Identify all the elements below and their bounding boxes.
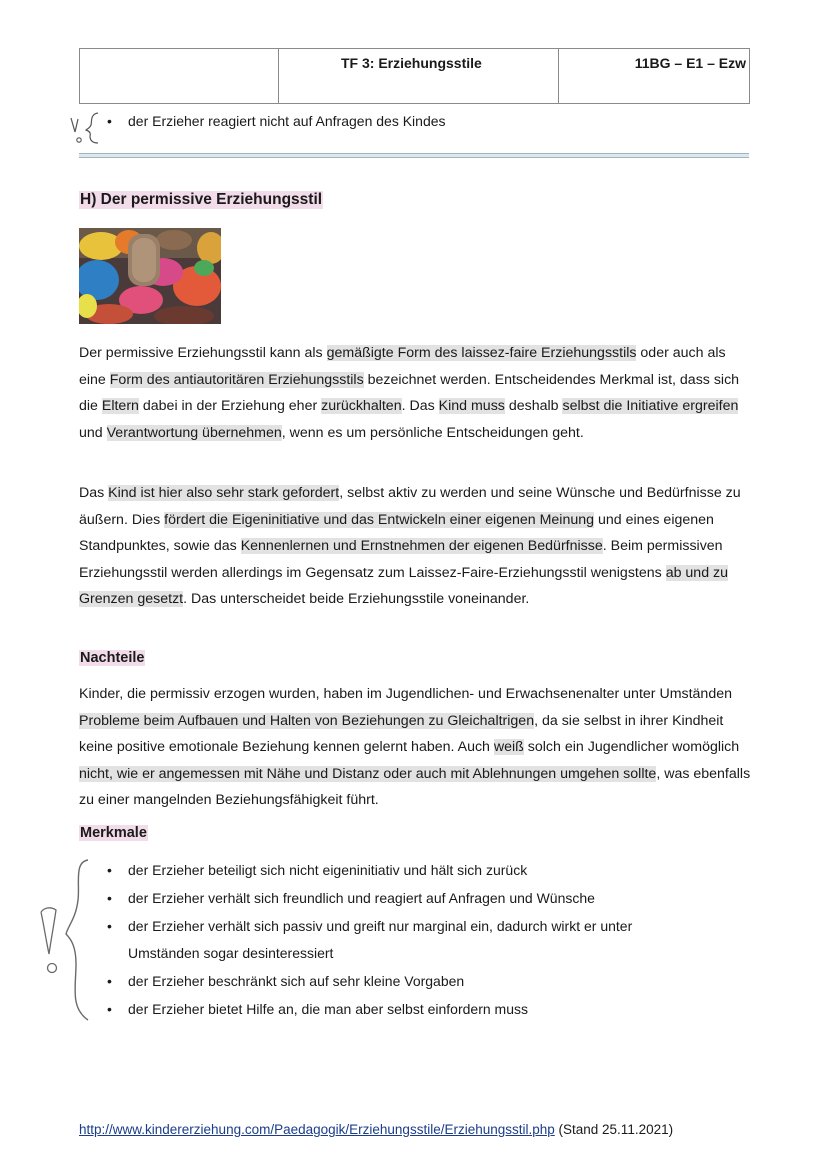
- paragraph-details: [79, 480, 751, 613]
- paragraph-intro-highlight: Eltern: [101, 398, 139, 415]
- paragraph-nachteile: [79, 681, 751, 814]
- candy-photo: [79, 228, 221, 324]
- source-link[interactable]: http://www.kindererziehung.com/Paedagogik/Erziehungsstile/Erziehungsstil.php: [79, 1122, 555, 1137]
- paragraph-details-highlight: ab und zu Grenzen gesetzt: [79, 564, 729, 608]
- paragraph-details-highlight: Kind ist hier also sehr stark gefordert: [108, 485, 340, 501]
- paragraph-intro: [79, 340, 751, 446]
- paragraph-intro-text: . Das: [401, 398, 439, 415]
- source-date: (Stand 25.11.2021): [554, 1122, 674, 1137]
- section-title: H) Der permissive Erziehungsstil: [80, 191, 323, 208]
- paragraph-details-text: , selbst aktiv zu werden und seine Wünsche und Bedürfnisse zu äußern. Dies: [79, 485, 741, 528]
- header-topic-cell: [279, 49, 559, 103]
- handwritten-exclamation-brace-icon: [62, 110, 104, 146]
- header-table: [79, 48, 750, 104]
- paragraph-details-highlight: fördert die Eigeninitiative und das Entwickeln einer eigenen Meinung: [164, 511, 595, 528]
- paragraph-intro-text: deshalb: [504, 398, 563, 415]
- paragraph-details-text: und eines eigenen Standpunktes, sowie das: [79, 511, 714, 555]
- header-topic: TF 3: Erziehungsstile: [341, 55, 482, 71]
- paragraph-details-highlight: Kennenlernen und Ernstnehmen der eigenen Bedürfnisse: [240, 538, 603, 555]
- paragraph-nachteile-highlight: nicht, wie er angemessen mit Nähe und Distanz oder auch mit Ablehnungen umgehen sollte: [79, 765, 657, 782]
- paragraph-nachteile-text: Kinder, die permissiv erzogen wurden, haben im Jugendlichen- und Erwachsenenalter unter Umständen: [79, 686, 732, 702]
- paragraph-nachteile-text: solch ein Jugendlicher womöglich: [523, 739, 740, 756]
- section-divider: [79, 153, 749, 158]
- paragraph-intro-highlight: selbst die Initiative ergreifen: [562, 398, 739, 415]
- header-empty-cell: [80, 49, 279, 103]
- handwritten-exclamation-brace-icon: [36, 856, 96, 1026]
- paragraph-intro-highlight: Form des antiautoritären Erziehungsstils: [109, 371, 364, 388]
- paragraph-details-text: . Beim permissiven Erziehungsstil werden allerdings im Gegensatz zum Laissez-Faire-Erziehungsstil wenigstens: [79, 538, 723, 581]
- paragraph-details-text: . Das unterscheidet beide Erziehungsstile voneinander.: [183, 591, 530, 608]
- paragraph-intro-text: dabei in der Erziehung eher: [138, 398, 322, 415]
- paragraph-intro-text: , wenn es um persönliche Entscheidungen geht.: [281, 424, 584, 441]
- paragraph-intro-text: bezeichnet werden. Entscheidendes Merkmal ist, dass sich die: [79, 371, 740, 415]
- source-footer: [79, 1122, 673, 1137]
- paragraph-intro-text: Der permissive Erziehungsstil kann als: [79, 345, 327, 361]
- paragraph-intro-text: oder auch als eine: [79, 345, 726, 388]
- paragraph-nachteile-text: , da sie selbst in ihrer Kindheit keine positive emotionale Beziehung kennen gelernt haben. Auch: [79, 712, 724, 756]
- paragraph-intro-text: und: [79, 424, 107, 441]
- header-course: 11BG – E1 – Ezw: [634, 55, 746, 71]
- paragraph-nachteile-highlight: weiß: [493, 739, 524, 756]
- header-course-cell: [559, 49, 749, 103]
- paragraph-intro-highlight: Verantwortung übernehmen: [106, 424, 282, 441]
- paragraph-details-text: Das: [79, 485, 109, 501]
- paragraph-intro-highlight: gemäßigte Form des laissez-faire Erziehungsstils: [326, 345, 637, 361]
- nachteile-heading: Nachteile: [80, 650, 145, 666]
- paragraph-intro-highlight: Kind muss: [438, 398, 505, 415]
- paragraph-nachteile-highlight: Probleme beim Aufbauen und Halten von Beziehungen zu Gleichaltrigen: [79, 712, 535, 729]
- paragraph-intro-highlight: zurückhalten: [321, 398, 402, 415]
- paragraph-nachteile-text: , was ebenfalls zu einer mangelnden Beziehungsfähigkeit führt.: [79, 765, 751, 809]
- merkmale-heading: Merkmale: [80, 825, 147, 841]
